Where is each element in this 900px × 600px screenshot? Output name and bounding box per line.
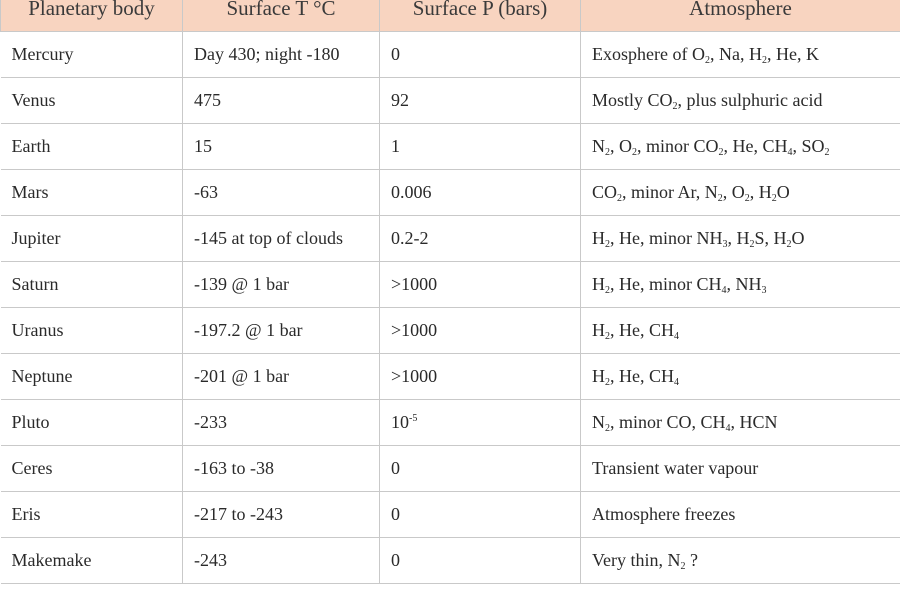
cell-surface-pressure: $10^{-5}$: [380, 400, 581, 446]
cell-surface-temperature: 475: [183, 78, 380, 124]
subscript: 4: [787, 147, 793, 158]
subscript: 2: [605, 331, 610, 342]
cell-surface-pressure: 92: [380, 78, 581, 124]
superscript: -5: [409, 413, 418, 424]
subscript: 2: [605, 377, 610, 388]
cell-surface-temperature: -139 @ 1 bar: [183, 262, 380, 308]
cell-planetary-body: Venus: [1, 78, 183, 124]
subscript: 2: [749, 239, 755, 250]
cell-atmosphere: $N_2$, $O_2$, minor $CO_2$, He, $CH_4$, $SO_2$: [581, 124, 900, 170]
cell-surface-temperature: Day 430; night -180: [183, 32, 380, 78]
subscript: 4: [721, 285, 727, 296]
cell-surface-temperature: 15: [183, 124, 380, 170]
cell-atmosphere: Exosphere of $O_2$, Na, $H_2$, He, K: [581, 32, 900, 78]
subscript: 2: [718, 147, 724, 158]
subscript: 2: [632, 147, 637, 158]
cell-surface-temperature: -63: [183, 170, 380, 216]
cell-planetary-body: Uranus: [1, 308, 183, 354]
cell-atmosphere: Atmosphere freezes: [581, 492, 900, 538]
cell-surface-pressure: >1000: [380, 308, 581, 354]
cell-atmosphere: Mostly $CO_2$, plus sulphuric acid: [581, 78, 900, 124]
header-surface-pressure: Surface P (bars): [380, 0, 581, 32]
cell-surface-pressure: >1000: [380, 354, 581, 400]
cell-surface-temperature: -243: [183, 538, 380, 584]
subscript: 2: [717, 193, 723, 204]
cell-atmosphere: $H_2$, He, $CH_4$: [581, 354, 900, 400]
cell-surface-pressure: 0: [380, 492, 581, 538]
cell-atmosphere: $CO_2$, minor Ar, $N_2$, $O_2$, $H_2O$: [581, 170, 900, 216]
subscript: 2: [605, 147, 610, 158]
header-atmosphere: Atmosphere: [581, 0, 900, 32]
cell-atmosphere: Transient water vapour: [581, 446, 900, 492]
subscript: 2: [771, 193, 777, 204]
table-row: [1, 538, 900, 584]
table-row: [1, 492, 900, 538]
table-header: [1, 0, 900, 32]
cell-surface-temperature: -217 to -243: [183, 492, 380, 538]
cell-surface-temperature: -197.2 @ 1 bar: [183, 308, 380, 354]
cell-planetary-body: Eris: [1, 492, 183, 538]
cell-surface-pressure: 0: [380, 538, 581, 584]
subscript: 2: [761, 55, 767, 66]
cell-atmosphere: $N_2$, minor CO, $CH_4$, HCN: [581, 400, 900, 446]
cell-planetary-body: Makemake: [1, 538, 183, 584]
cell-surface-temperature: -145 at top of clouds: [183, 216, 380, 262]
cell-surface-pressure: 0.2-2: [380, 216, 581, 262]
cell-planetary-body: Jupiter: [1, 216, 183, 262]
header-planetary-body: Planetary body: [1, 0, 183, 32]
cell-atmosphere: $H_2$, He, minor $CH_4$, $NH_3$: [581, 262, 900, 308]
subscript: 4: [674, 331, 679, 342]
table-row: [1, 216, 900, 262]
subscript: 2: [704, 55, 710, 66]
cell-surface-pressure: 0: [380, 32, 581, 78]
cell-planetary-body: Neptune: [1, 354, 183, 400]
cell-planetary-body: Mercury: [1, 32, 183, 78]
cell-surface-pressure: 0: [380, 446, 581, 492]
table-row: [1, 170, 900, 216]
cell-atmosphere: $H_2$, He, minor $NH_3$, $H_2S$, $H_2O$: [581, 216, 900, 262]
subscript: 2: [605, 239, 610, 250]
subscript: 2: [605, 285, 610, 296]
subscript: 3: [722, 239, 728, 250]
subscript: 4: [674, 377, 679, 388]
cell-planetary-body: Earth: [1, 124, 183, 170]
cell-planetary-body: Pluto: [1, 400, 183, 446]
cell-surface-pressure: 1: [380, 124, 581, 170]
subscript: 2: [672, 101, 678, 112]
subscript: 3: [761, 285, 767, 296]
table-row: [1, 32, 900, 78]
subscript: 2: [605, 423, 610, 434]
cell-atmosphere: $H_2$, He, $CH_4$: [581, 308, 900, 354]
table-body: [1, 32, 900, 584]
header-surface-temperature: Surface T °C: [183, 0, 380, 32]
header-row: [1, 0, 900, 32]
table-row: [1, 78, 900, 124]
subscript: 2: [824, 147, 830, 158]
cell-surface-pressure: 0.006: [380, 170, 581, 216]
subscript: 2: [744, 193, 750, 204]
subscript: 2: [617, 193, 623, 204]
table-row: [1, 124, 900, 170]
cell-planetary-body: Mars: [1, 170, 183, 216]
table-row: [1, 354, 900, 400]
subscript: 2: [680, 561, 686, 572]
cell-surface-temperature: -201 @ 1 bar: [183, 354, 380, 400]
cell-atmosphere: Very thin, $N_2$ ?: [581, 538, 900, 584]
cell-planetary-body: Saturn: [1, 262, 183, 308]
cell-surface-temperature: -163 to -38: [183, 446, 380, 492]
cell-planetary-body: Ceres: [1, 446, 183, 492]
cell-surface-temperature: -233: [183, 400, 380, 446]
table-row: [1, 308, 900, 354]
subscript: 4: [725, 423, 731, 434]
table-row: [1, 446, 900, 492]
subscript: 2: [786, 239, 792, 250]
table-row: [1, 400, 900, 446]
cell-surface-pressure: >1000: [380, 262, 581, 308]
table-row: [1, 262, 900, 308]
